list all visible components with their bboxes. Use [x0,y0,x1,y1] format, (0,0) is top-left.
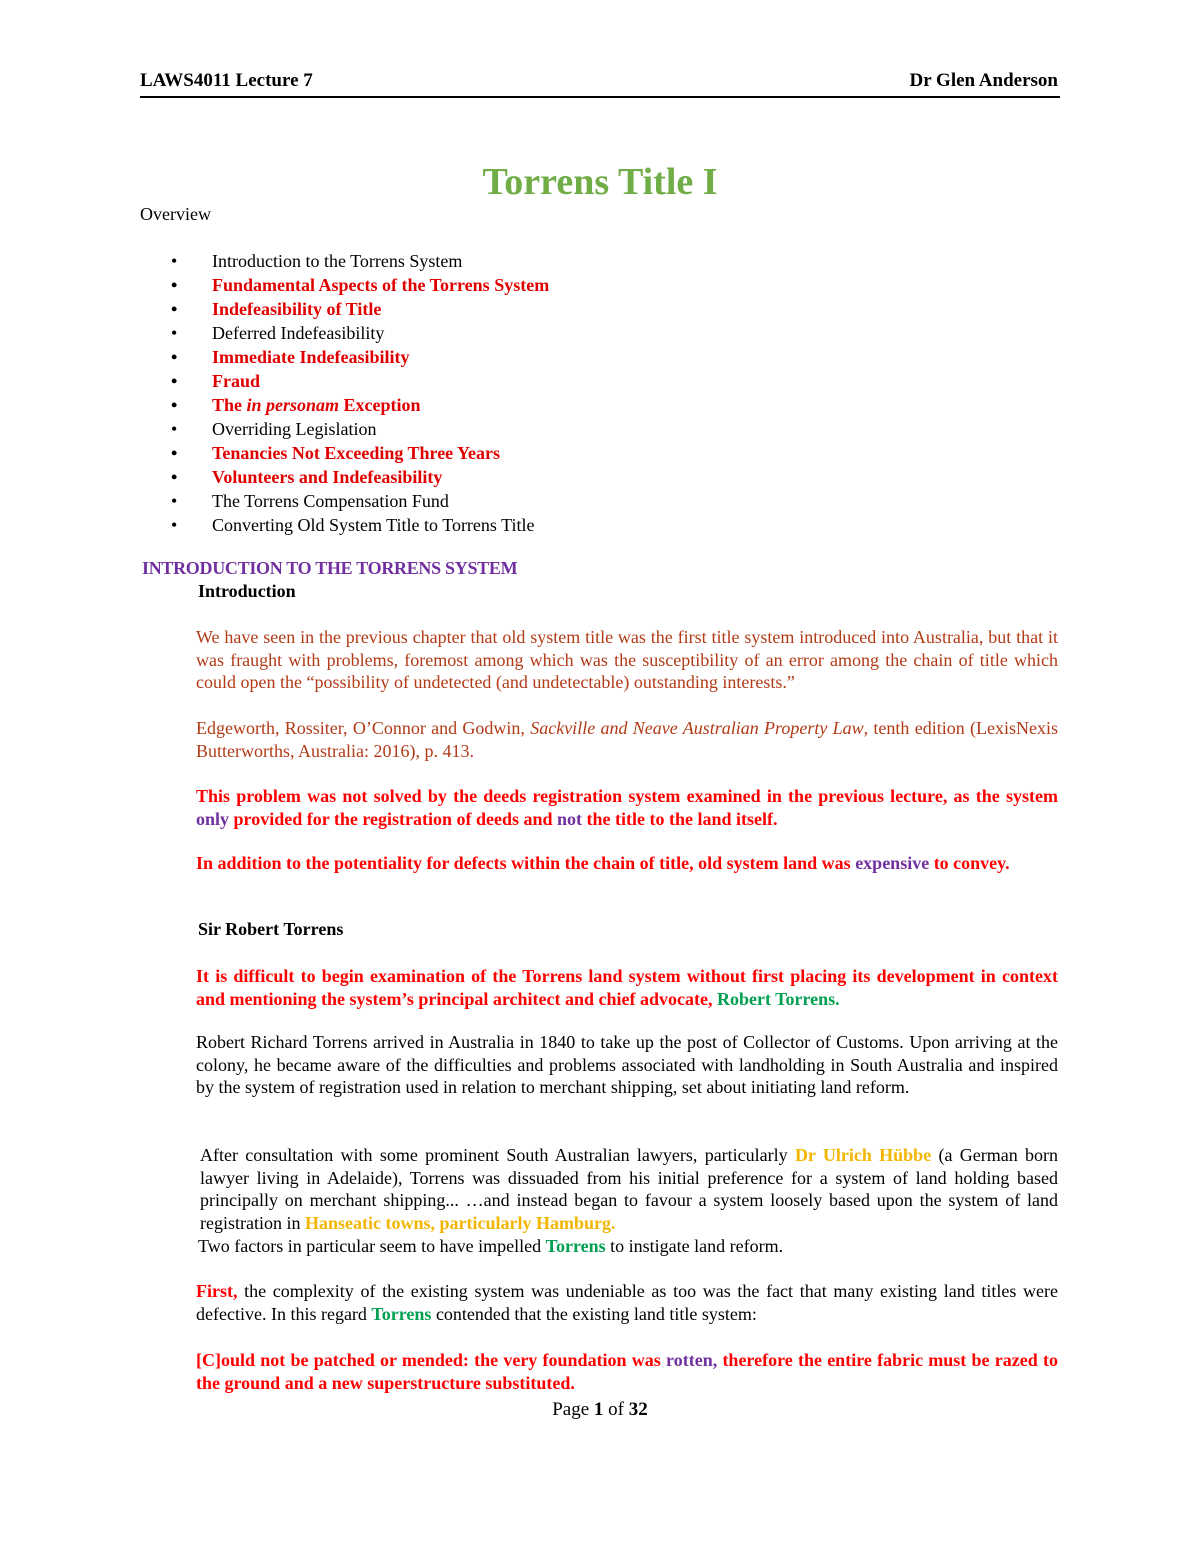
list-item: • Volunteers and Indefeasibility [166,465,549,489]
paragraph-context: It is difficult to begin examination of the Torrens land system without first placing its development in context and mentioning the system’s principal architect and chief advocate, Robert Torrens. [196,966,1058,1009]
paragraph-first-factor: First, the complexity of the existing system was undeniable as too was the fact that many existing land titles were defective. In this regard Torrens contended that the existing land title system: [196,1281,1058,1324]
document-title: Torrens Title I [482,161,718,203]
paragraph-intro: We have seen in the previous chapter that old system title was the first title system introduced into Australia, but that it was fraught with problems, foremost among which was the susceptibility of an error among the chain of title which could open the “possibility of undetected (and undetectable) outstanding interests.” [196,627,1058,692]
page-header [140,70,1060,98]
page-footer: Page 1 of 32 [552,1399,648,1420]
section-heading: INTRODUCTION TO THE TORRENS SYSTEM [142,558,518,578]
list-item: • Immediate Indefeasibility [166,345,549,369]
subheading-sir-robert-torrens: Sir Robert Torrens [198,919,344,939]
paragraph-quote: [C]ould not be patched or mended: the very foundation was rotten, therefore the entire fabric must be razed to the ground and a new superstructure substituted. [196,1350,1058,1393]
paragraph-citation: Edgeworth, Rossiter, O’Connor and Godwin, Sackville and Neave Australian Property Law, tenth edition (LexisNexis Butterworths, Australia: 2016), p. 413. [196,718,1058,761]
page-total: 32 [628,1399,648,1420]
list-item: • Fraud [166,369,549,393]
paragraph-factors: Two factors in particular seem to have impelled Torrens to instigate land reform. [198,1236,784,1256]
list-item: • The in personam Exception [166,393,549,417]
list-item: • The Torrens Compensation Fund [166,489,549,513]
overview-label: Overview [140,204,211,224]
paragraph-deeds: This problem was not solved by the deeds registration system examined in the previous lecture, as the system only provided for the registration of deeds and not the title to the land itself. [196,786,1058,829]
list-item: • Tenancies Not Exceeding Three Years [166,441,549,465]
list-item: • Indefeasibility of Title [166,297,549,321]
paragraph-biography: Robert Richard Torrens arrived in Australia in 1840 to take up the post of Collector of Customs. Upon arriving at the colony, he became aware of the difficulties and problems associated with landholding in South Australia and inspired by the system of registration used in relation to merchant shipping, set about initiating land reform. [196,1032,1058,1097]
list-item: • Fundamental Aspects of the Torrens System [166,273,549,297]
paragraph-expense: In addition to the potentiality for defects within the chain of title, old system land was expensive to convey. [196,853,1010,873]
overview-list [166,249,549,537]
page-number: 1 [593,1399,604,1420]
list-item: • Overriding Legislation [166,417,549,441]
list-item: • Deferred Indefeasibility [166,321,549,345]
list-item: • Introduction to the Torrens System [166,249,549,273]
list-item: • Converting Old System Title to Torrens Title [166,513,549,537]
author-name: Dr Glen Anderson [909,70,1058,91]
course-title: LAWS4011 Lecture 7 [140,70,313,91]
paragraph-consultation: After consultation with some prominent South Australian lawyers, particularly Dr Ulrich Hübbe (a German born lawyer living in Adelaide), Torrens was dissuaded from his initial preference for a system of land holding based principally on merchant shipping... …and instead began to favour a system loosely based upon the system of land registration in Hanseatic towns, particularly Hamburg. [200,1145,1058,1233]
subheading-introduction: Introduction [198,581,296,601]
